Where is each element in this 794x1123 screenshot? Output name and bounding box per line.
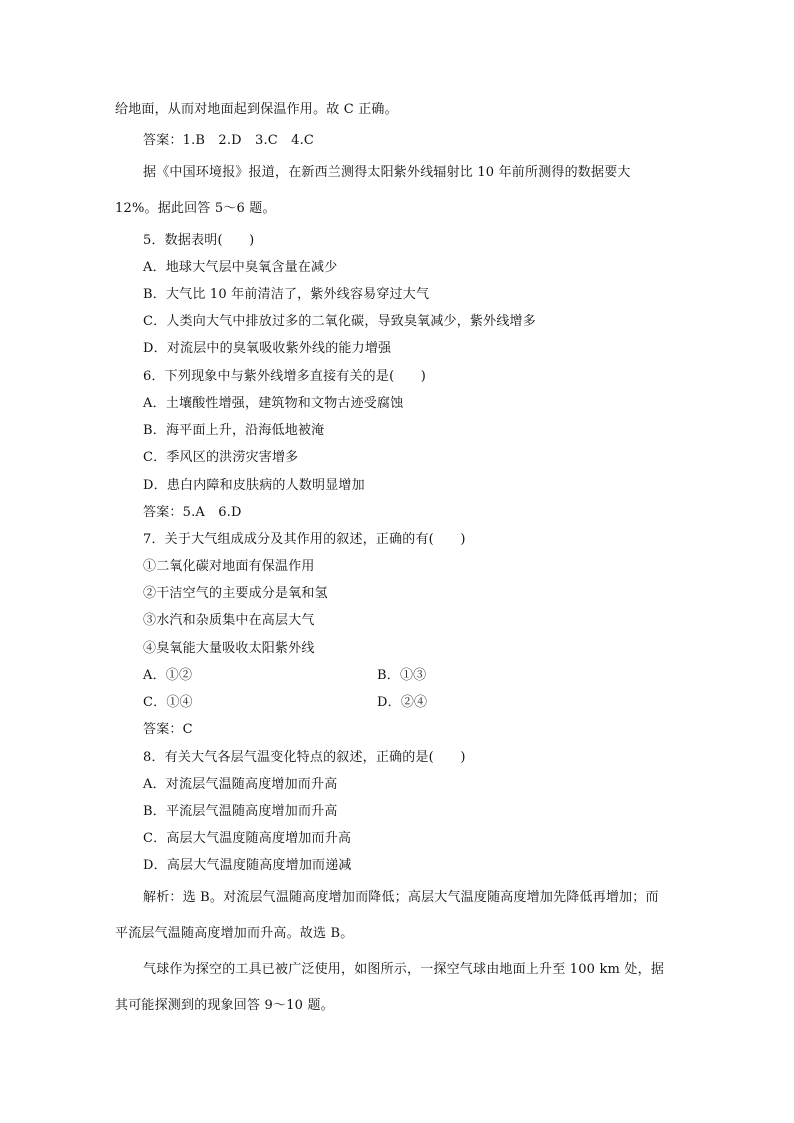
statement-3: ③水汽和杂质集中在高层大气 xyxy=(143,613,315,628)
option-d: D．患白内障和皮肤病的人数明显增加 xyxy=(143,478,365,493)
statement-4: ④臭氧能大量吸收太阳紫外线 xyxy=(143,641,315,656)
answer-line: 答案：C xyxy=(143,722,193,737)
question-5: 5．数据表明( ) xyxy=(143,233,255,248)
paragraph-line: 12%。据此回答 5～6 题。 xyxy=(115,201,276,216)
option-d: D．对流层中的臭氧吸收紫外线的能力增强 xyxy=(143,341,392,356)
statement-1: ①二氧化碳对地面有保温作用 xyxy=(143,559,315,574)
answer-line: 答案：5.A 6.D xyxy=(143,505,242,520)
option-c: C．季风区的洪涝灾害增多 xyxy=(143,450,299,465)
question-7: 7．关于大气组成成分及其作用的叙述，正确的有( ) xyxy=(143,532,466,547)
paragraph-line: 其可能探测到的现象回答 9～10 题。 xyxy=(115,998,334,1013)
option-b: B．①③ xyxy=(377,668,427,683)
option-d: D．高层大气温度随高度增加而递减 xyxy=(143,858,352,873)
paragraph-line: 给地面，从而对地面起到保温作用。故 C 正确。 xyxy=(115,102,398,117)
option-d: D．②④ xyxy=(377,695,428,710)
option-a: A．①② xyxy=(143,668,193,683)
answer-line: 答案：1.B 2.D 3.C 4.C xyxy=(143,133,315,148)
paragraph-line: 气球作为探空的工具已被广泛使用，如图所示，一探空气球由地面上升至 100 km 处，据 xyxy=(143,962,665,977)
statement-2: ②干洁空气的主要成分是氧和氢 xyxy=(143,586,328,601)
analysis-line: 解析：选 B。对流层气温随高度增加而降低；高层大气温度随高度增加先降低再增加；而 xyxy=(143,890,659,905)
option-b: B．海平面上升，沿海低地被淹 xyxy=(143,423,325,438)
analysis-line: 平流层气温随高度增加而升高。故选 B。 xyxy=(115,926,354,941)
paragraph-line: 据《中国环境报》报道，在新西兰测得太阳紫外线辐射比 10 年前所测得的数据要大 xyxy=(143,165,631,180)
option-b: B．大气比 10 年前清洁了，紫外线容易穿过大气 xyxy=(143,287,430,302)
option-c: C．高层大气温度随高度增加而升高 xyxy=(143,831,352,846)
question-6: 6．下列现象中与紫外线增多直接有关的是( ) xyxy=(143,369,427,384)
option-b: B．平流层气温随高度增加而升高 xyxy=(143,804,338,819)
option-c: C．①④ xyxy=(143,695,193,710)
option-a: A．地球大气层中臭氧含量在减少 xyxy=(143,260,338,275)
option-a: A．对流层气温随高度增加而升高 xyxy=(143,777,338,792)
option-c: C．人类向大气中排放过多的二氧化碳，导致臭氧减少，紫外线增多 xyxy=(143,314,536,329)
option-a: A．土壤酸性增强，建筑物和文物古迹受腐蚀 xyxy=(143,396,404,411)
question-8: 8．有关大气各层气温变化特点的叙述，正确的是( ) xyxy=(143,750,466,765)
